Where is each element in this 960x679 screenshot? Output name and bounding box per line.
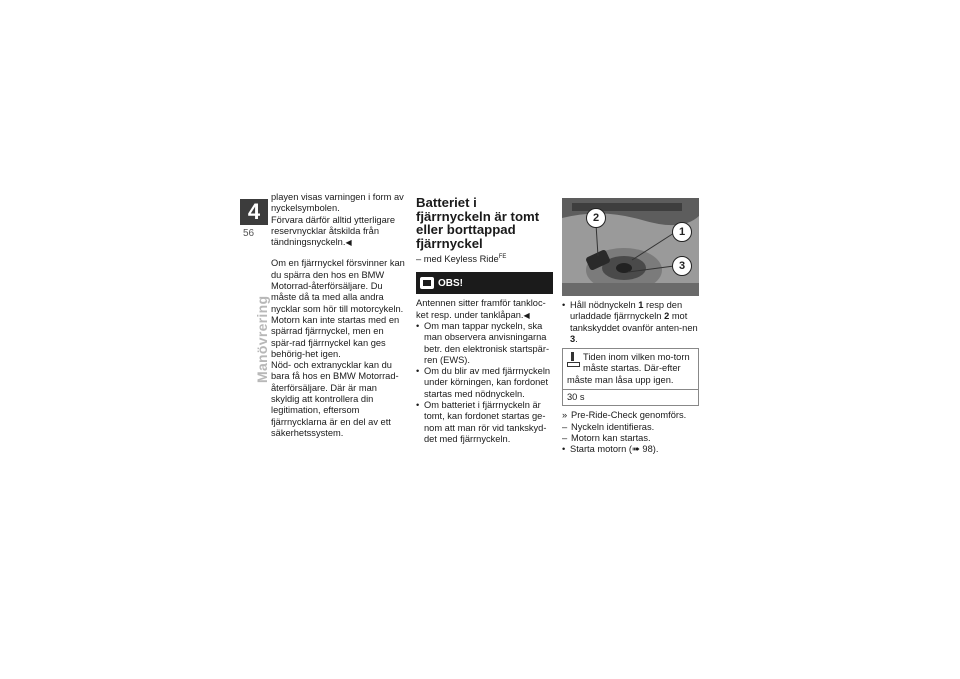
hint-value: 30 s — [563, 389, 698, 405]
chapter-number: 4 — [240, 199, 268, 225]
notice-box — [416, 272, 553, 294]
step-item: • Håll nödnyckeln 1 resp den urladdade fjärrnyckeln 2 mot tankskyddet ovanför anten-nen 3. — [562, 300, 699, 345]
tank-photo — [562, 198, 699, 296]
end-mark-icon: ◀ — [523, 310, 530, 320]
paragraph: Nöd- och extranycklar kan du bara få hos en BMW Motorrad-återförsäljare. Där är man skyldig att kontrollera din legitimation, eftersom fjärrnycklarna är en del av ett säkerhetssystem. — [271, 360, 399, 438]
list-item: • Om du blir av med fjärrnyckeln under körningen, kan fordonet startas med nödnyckeln. — [416, 366, 553, 400]
column-2 — [416, 196, 553, 445]
step-list — [562, 444, 699, 455]
bullet-list — [416, 321, 553, 445]
page-ref-arrow-icon: ➠ — [632, 444, 640, 455]
hint-box — [562, 348, 699, 406]
end-mark-icon: ◀ — [345, 238, 352, 248]
callout-1: 1 — [672, 222, 692, 242]
step-item: • Starta motorn (➠ 98). — [562, 444, 699, 455]
section-heading: Batteriet i fjärrnyckeln är tomt eller borttappad fjärrnyckel — [416, 195, 540, 251]
page-number: 56 — [243, 228, 255, 239]
paragraph: playen visas varningen i form av nyckelsymbolen. — [271, 192, 404, 214]
callout-2: 2 — [586, 208, 606, 228]
column-1 — [271, 192, 405, 439]
chapter-side-title: Manövrering — [254, 295, 270, 383]
warning-icon — [420, 277, 434, 289]
column-3 — [562, 198, 699, 456]
result-item: – Nyckeln identifieras. — [562, 422, 699, 433]
equipment-line: – med Keyless Ride$^{FE}$ — [416, 254, 507, 265]
list-item: • Om man tappar nyckeln, ska man observera anvisningarna betr. den elektronisk startspär-ren (EWS). — [416, 321, 553, 366]
tool-icon — [567, 352, 579, 366]
step-list — [562, 300, 699, 345]
tank-illustration — [562, 198, 699, 296]
list-item: • Om batteriet i fjärrnyckeln är tomt, kan fordonet startas ge-nom att man rör vid tankskyd-det med fjärrnyckeln. — [416, 400, 553, 445]
hint-text: Tiden inom vilken mo-torn måste startas. Där-efter måste man låsa upp igen. — [567, 352, 690, 385]
notice-text: Antennen sitter framför tankloc-ket resp. under tanklåpan.◀ — [416, 298, 546, 320]
callout-3: 3 — [672, 256, 692, 276]
paragraph: Förvara därför alltid ytterligare reservnycklar åtskilda från tändningsnyckeln.◀ — [271, 214, 396, 248]
result-item: – Motorn kan startas. — [562, 433, 699, 444]
paragraph: Om en fjärrnyckel försvinner kan du spärra den hos en BMW Motorrad-återförsäljare. Du måste då ta med alla andra nycklar som hör till motorcykeln. Motorn kan inte startas med en spärrad fjärrnyckel, men en spär-rad fjärrnyckel kan ges behörig-het igen. — [271, 258, 405, 359]
notice-label: OBS! — [438, 277, 463, 289]
result-item: » Pre-Ride-Check genomförs. — [562, 410, 699, 421]
